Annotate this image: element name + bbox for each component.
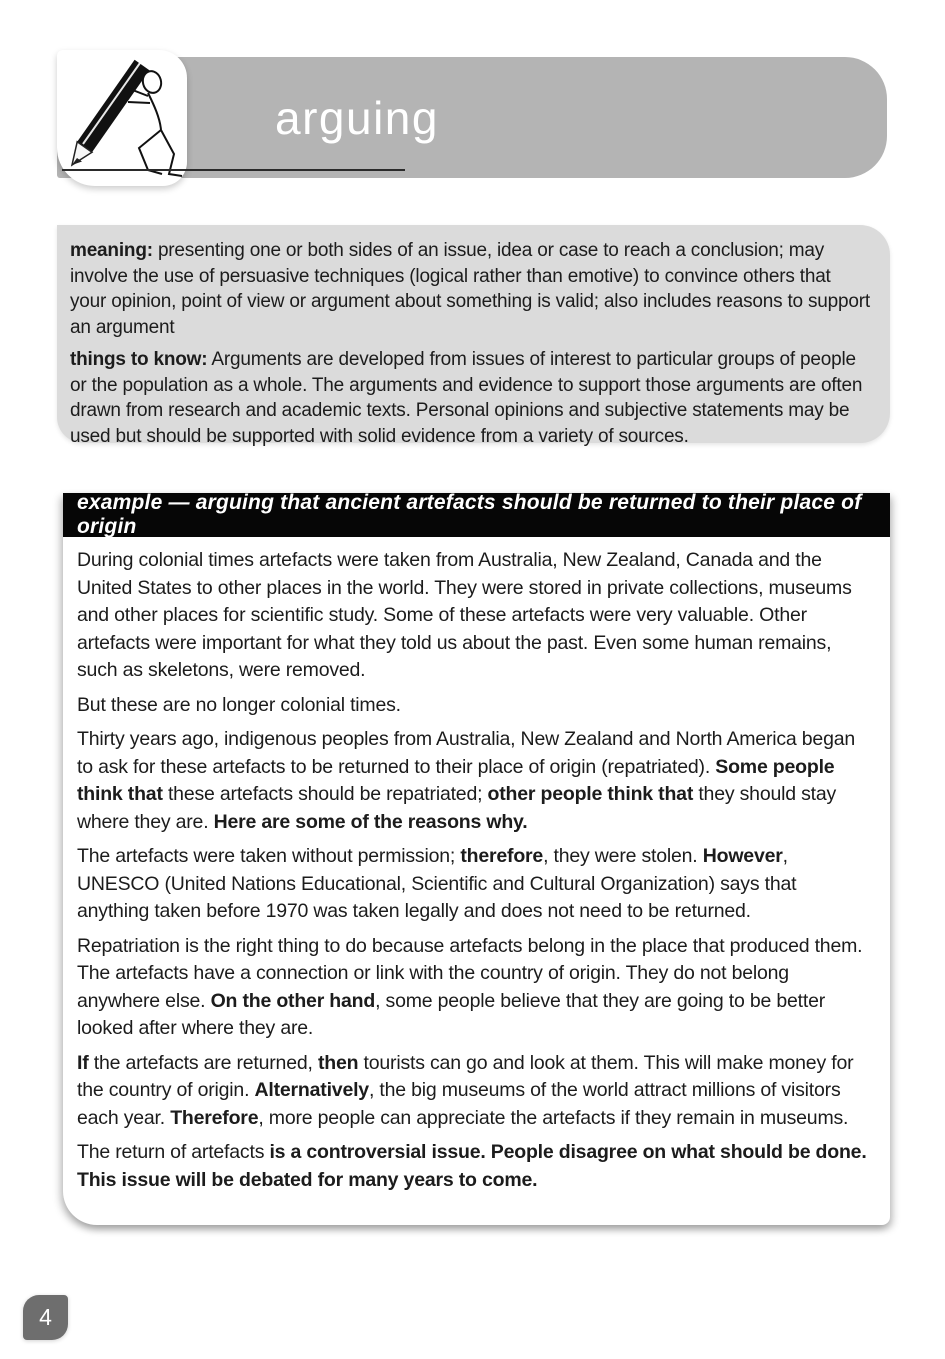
- paragraph: The artefacts were taken without permission; therefore, they were stolen. However, UNESCO (United Nations Educational, Scientific and Cultural Organization) says that anything taken before 1970 was taken legally and does not need to be returned.: [77, 845, 797, 922]
- example-section-title: example — arguing that ancient artefacts should be returned to their place of origin: [63, 493, 890, 537]
- paragraph: During colonial times artefacts were taken from Australia, New Zealand, Canada and the United States to other places in the world. They were stored in private collections, museums and other places for scientific study. Some of these artefacts were very valuable. Other artefacts were important for what they told us about the past. Even some human remains, such as skeletons, were removed.: [77, 549, 852, 681]
- things-to-know-text: Arguments are developed from issues of interest to particular groups of people or the population as a whole. The arguments and evidence to support those arguments are often drawn from research and academic texts. Personal opinions and subjective statements may be used but should be supported with solid evidence from a variety of sources.: [70, 349, 863, 447]
- meaning-paragraph: [70, 238, 870, 340]
- things-to-know-label: things to know:: [70, 349, 208, 370]
- definition-box: [57, 225, 890, 447]
- page-title: arguing: [275, 91, 439, 144]
- meaning-text: presenting one or both sides of an issue, idea or case to reach a conclusion; may involve the use of persuasive techniques (logical rather than emotive) to convince others that your opinion, point of view or argument about something is valid; also includes reasons to support an argument: [70, 240, 870, 338]
- ground-line-decoration: [62, 169, 405, 171]
- paragraph: Repatriation is the right thing to do because artefacts belong in the place that produced them. The artefacts have a connection or link with the country of origin. They do not belong anywhere else. On the other hand, some people believe that they are going to be better looked after where they are.: [77, 934, 863, 1039]
- paragraph: Thirty years ago, indigenous peoples from Australia, New Zealand and North America began to ask for these artefacts to be returned to their place of origin (repatriated). Some people think that these artefacts should be repatriated; other people think that they should stay where they are. Here are some of the reasons why.: [77, 728, 856, 833]
- writer-pushing-pencil-icon: [57, 50, 187, 186]
- example-paragraphs: [63, 537, 890, 1211]
- meaning-label: meaning:: [70, 240, 153, 261]
- paragraph: If the artefacts are returned, then tourists can go and look at them. This will make money for the country of origin. Alternatively, the big museums of the world attract millions of visitors each year. Therefore, more people can appreciate the artefacts if they remain in museums.: [77, 1051, 854, 1129]
- page-number-badge: 4: [23, 1295, 68, 1340]
- example-section: [63, 493, 890, 1225]
- paragraph: The return of artefacts is a controversial issue. People disagree on what should be done. This issue will be debated for many years to come.: [77, 1141, 867, 1191]
- pencil-icon: [57, 50, 187, 186]
- paragraph: But these are no longer colonial times.: [77, 693, 401, 716]
- things-to-know-paragraph: [70, 347, 870, 449]
